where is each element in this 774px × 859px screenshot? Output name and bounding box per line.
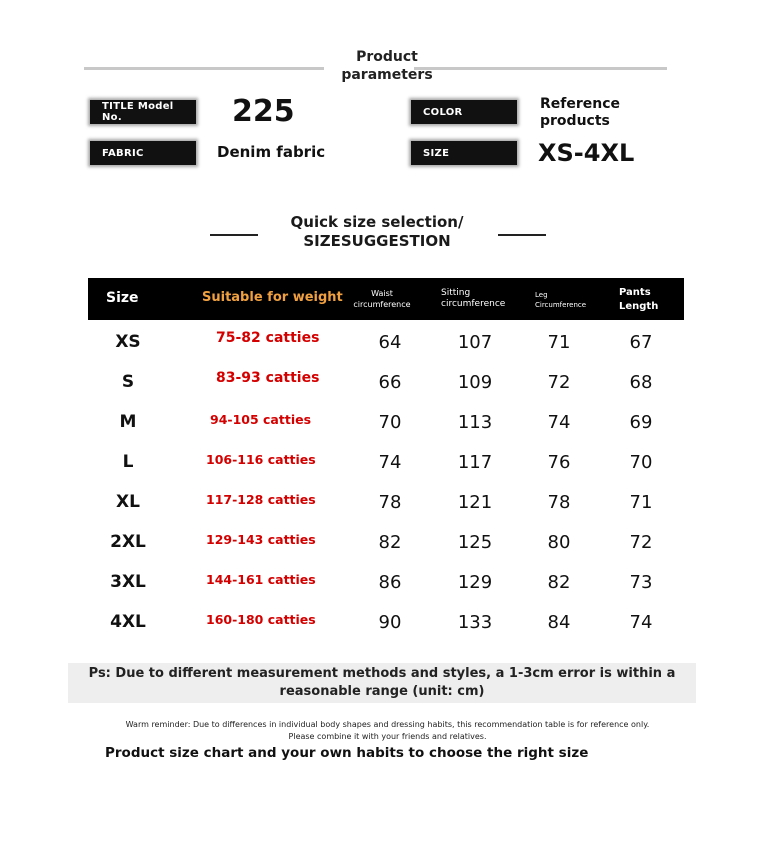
row-leg: 82 (547, 572, 571, 593)
row-weight: 117-128 catties (206, 492, 316, 507)
ps-note (68, 665, 696, 701)
color-value-line1: Reference (540, 96, 621, 112)
header-leg-line2: Circumference (535, 301, 587, 309)
row-weight: 129-143 catties (206, 532, 316, 547)
title-model-label (90, 100, 196, 124)
row-leg: 71 (547, 332, 571, 353)
row-weight: 83-93 catties (216, 370, 320, 386)
table-row (88, 324, 684, 364)
row-sitting: 109 (457, 372, 493, 393)
warm-reminder-line2: Please combine it with your friends and relatives. (288, 732, 487, 741)
header-weight: Suitable for weight (202, 290, 343, 305)
row-leg: 72 (547, 372, 571, 393)
row-weight: 144-161 catties (206, 572, 316, 587)
size-range-value: XS-4XL (538, 139, 635, 167)
color-label-text: COLOR (423, 106, 463, 118)
row-waist: 74 (378, 452, 402, 473)
section-title-product-parameters (300, 48, 474, 84)
row-pants: 68 (629, 372, 653, 393)
header-pants (619, 286, 658, 314)
row-waist: 70 (378, 412, 402, 433)
row-waist: 66 (378, 372, 402, 393)
fabric-label (90, 141, 196, 165)
color-value (540, 96, 620, 130)
row-size: 3XL (110, 572, 146, 592)
color-label (411, 100, 517, 124)
row-weight: 94-105 catties (210, 412, 312, 427)
row-size: M (119, 412, 137, 432)
row-pants: 72 (629, 532, 653, 553)
row-sitting: 117 (457, 452, 493, 473)
table-row (88, 364, 684, 404)
header-leg (535, 290, 599, 310)
row-sitting: 125 (457, 532, 493, 553)
ps-note-line2: reasonable range (unit: cm) (279, 684, 485, 699)
row-waist: 90 (378, 612, 402, 633)
size-table-header (88, 278, 684, 320)
row-size: XL (116, 492, 140, 512)
row-waist: 78 (378, 492, 402, 513)
quick-size-title (250, 213, 504, 251)
row-size: 4XL (110, 612, 146, 632)
row-weight: 106-116 catties (206, 452, 316, 467)
row-leg: 80 (547, 532, 571, 553)
header-size: Size (106, 290, 139, 306)
quick-size-title-line1: Quick size selection/ (290, 213, 464, 231)
warm-reminder (60, 719, 715, 743)
row-waist: 82 (378, 532, 402, 553)
row-leg: 78 (547, 492, 571, 513)
row-pants: 71 (629, 492, 653, 513)
header-leg-line1: Leg (535, 291, 548, 299)
header-pants-line2: Length (619, 301, 659, 312)
model-number: 225 (232, 94, 295, 129)
section-title-line2: parameters (341, 67, 433, 83)
header-waist-line2: circumference (353, 300, 411, 309)
header-waist (349, 288, 415, 310)
row-pants: 73 (629, 572, 653, 593)
quick-size-title-line2: SIZESUGGESTION (303, 232, 451, 250)
row-leg: 84 (547, 612, 571, 633)
size-label (411, 141, 517, 165)
section-title-line1: Product (356, 49, 418, 65)
table-row (88, 444, 684, 484)
row-sitting: 113 (457, 412, 493, 433)
row-leg: 74 (547, 412, 571, 433)
table-row (88, 524, 684, 564)
header-divider-left (84, 67, 324, 70)
quick-size-dash-right (498, 234, 546, 236)
table-row (88, 484, 684, 524)
color-value-line2: products (540, 113, 610, 129)
row-pants: 70 (629, 452, 653, 473)
header-sitting-line2: circumference (441, 299, 506, 309)
size-label-text: SIZE (423, 147, 450, 159)
final-note: Product size chart and your own habits to choose the right size (105, 745, 589, 761)
row-waist: 64 (378, 332, 402, 353)
ps-note-line1: Ps: Due to different measurement methods and styles, a 1-3cm error is within a (88, 666, 676, 681)
row-leg: 76 (547, 452, 571, 473)
row-waist: 86 (378, 572, 402, 593)
row-sitting: 121 (457, 492, 493, 513)
row-weight: 75-82 catties (216, 330, 320, 346)
row-weight: 160-180 catties (206, 612, 316, 627)
row-size: XS (115, 332, 141, 352)
row-size: 2XL (110, 532, 146, 552)
row-pants: 74 (629, 612, 653, 633)
row-sitting: 133 (457, 612, 493, 633)
header-sitting (441, 288, 511, 310)
header-pants-line1: Pants (619, 287, 651, 298)
row-pants: 69 (629, 412, 653, 433)
row-sitting: 107 (457, 332, 493, 353)
table-row (88, 564, 684, 604)
header-sitting-line1: Sitting (441, 288, 471, 298)
row-sitting: 129 (457, 572, 493, 593)
fabric-value: Denim fabric (217, 143, 326, 161)
header-waist-line1: Waist (371, 289, 393, 298)
row-size: S (121, 372, 135, 392)
table-row (88, 604, 684, 644)
fabric-label-text: FABRIC (102, 147, 144, 159)
table-row (88, 404, 684, 444)
warm-reminder-line1: Warm reminder: Due to differences in individual body shapes and dressing habits, this recommendation table is for reference only. (125, 720, 650, 729)
row-pants: 67 (629, 332, 653, 353)
row-size: L (122, 452, 134, 472)
title-model-label-text: TITLE Model No. (102, 101, 174, 123)
